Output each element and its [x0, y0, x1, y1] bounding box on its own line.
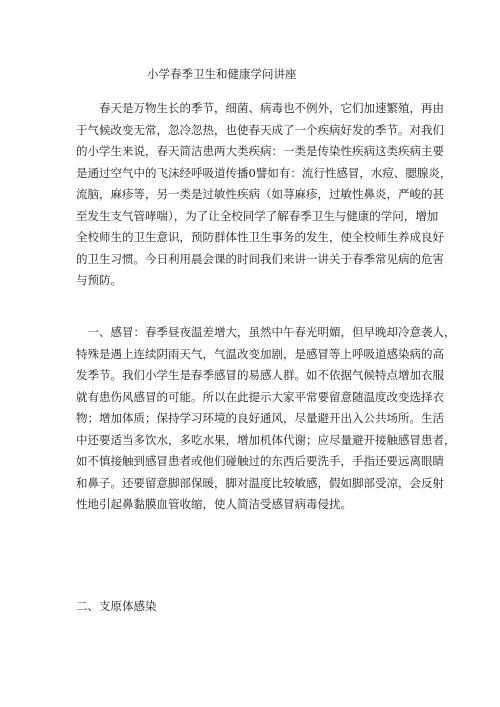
- paragraph-line: 和鼻子。还要留意脚部保暖，脚对温度比较敏感，假如脚部受凉，会反射: [76, 475, 444, 490]
- paragraph-line: 物；增加体质；保持学习环境的良好通风，尽量避开出入公共场所。生活: [76, 411, 444, 425]
- paragraph-line: 中还要适当多饮水，多吃水果，增加机体代谢；应尽量避开接触感冒患者，: [76, 432, 456, 447]
- paragraph-line: 如不慎接触到感冒患者或他们碰触过的东西后要洗手，手指还要远离眼睛: [76, 454, 444, 468]
- paragraph-line: 春天是万物生长的季节，细菌、病毒也不例外，它们加速繁殖，再由: [76, 101, 444, 115]
- paragraph-line: 于气候改变无常，忽冷忽热，也使春天成了一个疾病好发的季节。对我们: [76, 122, 444, 137]
- cold-section-paragraph: [76, 322, 456, 516]
- paragraph-line: 全校师生的卫生意识，预防群体性卫生事务的发生，使全校师生养成良好: [76, 230, 444, 244]
- paragraph-line: 特殊是遇上连续阴雨天气，气温改变加剧，是感冒等上呼吸道感染病的高: [76, 346, 444, 361]
- paragraph-line: 一、感冒：春季昼夜温差增大，虽然中午春光明媚，但早晚却冷意袭人，: [76, 325, 456, 339]
- section-heading-line: 二、支原体感染: [76, 599, 157, 613]
- paragraph-line: 性地引起鼻黏膜血管收缩，使人简洁受感冒病毒侵扰。: [76, 497, 352, 511]
- paragraph-line: 的卫生习惯。今日利用晨会课的时间我们来讲一讲关于春季常见病的危害: [76, 251, 444, 266]
- section-heading-mycoplasma: [76, 596, 436, 618]
- intro-paragraph: [76, 98, 452, 292]
- paragraph-line: 与预防。: [76, 273, 122, 287]
- document-title: 小学春季卫生和健康学问讲座: [147, 67, 297, 81]
- paragraph-line: 是通过空气中的飞沫经呼吸道传播0譬如有：流行性感冒，水痘、腮腺炎，: [76, 165, 452, 180]
- paragraph-line: 发季节。我们小学生是春季感冒的易感人群。如不依据气候特点增加衣服: [76, 368, 444, 382]
- paragraph-line: 流脑，麻疹等，另一类是过敏性疾病（如荨麻疹，过敏性鼻炎，严峻的甚: [76, 187, 444, 201]
- paragraph-line: 的小学生来说，春天简洁患两大类疾病：一类是传染性疾病这类疾病主要: [76, 144, 444, 158]
- paragraph-line: 至发生支气管哮喘），为了让全校同学了解春季卫生与健康的学问，增加: [76, 208, 439, 223]
- paragraph-line: 就有患伤风感冒的可能。所以在此提示大家平常要留意随温度改变选择衣: [76, 389, 444, 404]
